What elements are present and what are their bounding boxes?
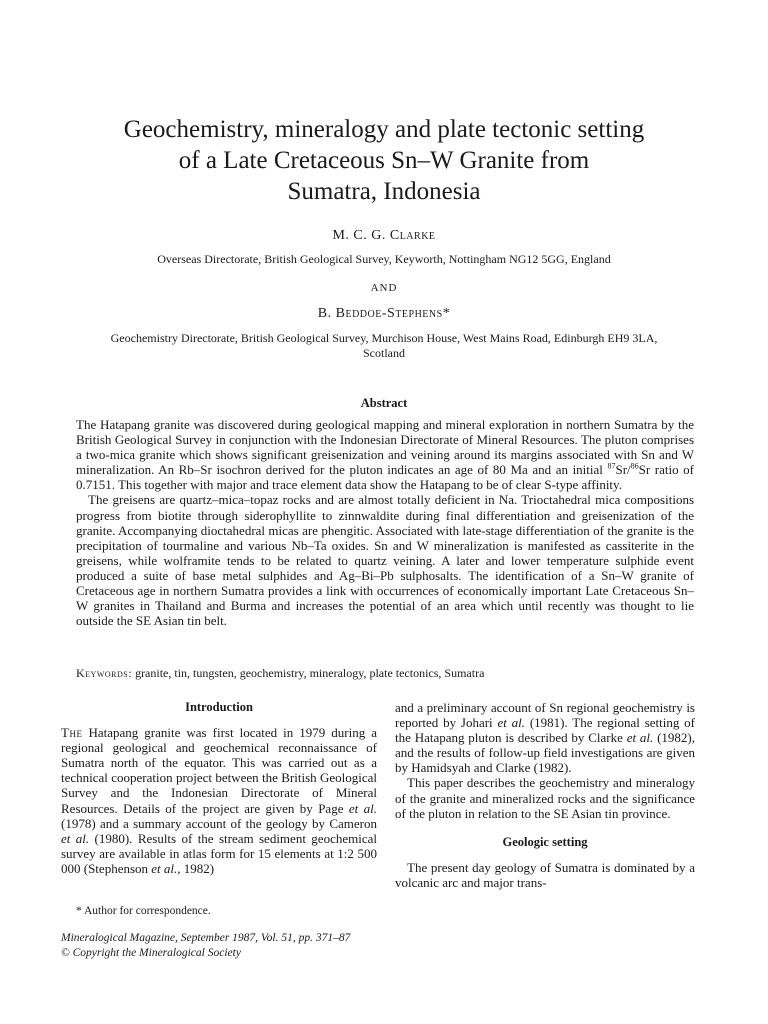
title-line-3: Sumatra, Indonesia: [287, 178, 481, 205]
introduction-paragraph-2: This paper describes the geochemistry and mineralogy of the granite and mineralized rocks and the significance of the pluton in relation to the SE Asian tin province.: [395, 775, 695, 821]
et-al-1: et al.: [348, 800, 377, 816]
right-column: [395, 700, 695, 890]
abstract-p1-text-b: Sr/: [615, 462, 631, 478]
abstract-p1-text-c: Sr ratio of 0.7151. This together with major and trace element data show the Hatapang to be of clear S-type affinity.: [76, 462, 694, 493]
author-2-affiliation: [60, 331, 708, 361]
keywords-line: [76, 666, 694, 681]
and-separator: AND: [370, 282, 398, 294]
introduction-paragraph-1-continued: [395, 700, 695, 775]
intro-text-d: , 1982): [177, 860, 215, 876]
footnote: * Author for correspondence.: [76, 905, 211, 917]
et-al-5: et al.: [626, 730, 654, 746]
geologic-setting-heading: Geologic setting: [502, 834, 588, 849]
intro-text-c: (1980). Results of the stream sediment geochemical survey are available in atlas form for 15 elements at 1:2 500 000 (Stephenson: [61, 830, 377, 876]
et-al-4: et al.: [497, 715, 526, 731]
et-al-3: et al.: [151, 860, 178, 876]
intro-text-a: Hatapang granite was first located in 1979 during a regional geological and geochemical reconnaissance of Sumatra north of the equator. This was carried out as a technical cooperation project between the British Geological Survey and the Indonesian Directorate of Mineral Resources. Details of the project are given by Page: [61, 725, 377, 816]
abstract-paragraph-1: [76, 417, 694, 492]
author-1-name: M. C. G. Clarke: [332, 228, 436, 243]
geologic-setting-paragraph-1: The present day geology of Sumatra is dominated by a volcanic arc and major trans-: [395, 859, 695, 890]
keywords-label: Keywords:: [76, 666, 133, 680]
paper-title: [60, 114, 708, 207]
intro-dropcap: The: [61, 725, 83, 741]
intro-cont-text-a: and a preliminary account of Sn regional geochemistry is reported by Johari: [395, 700, 695, 731]
intro-text-b: (1978) and a summary account of the geology by Cameron: [61, 815, 377, 831]
isotope-superscript-86: 86: [630, 461, 639, 471]
author-2-name: B. Beddoe-Stephens*: [317, 306, 451, 321]
intro-cont-text-b: (1981). The regional setting of the Hatapang pluton is described by Clarke: [395, 715, 695, 746]
introduction-paragraph-1: [61, 725, 377, 876]
left-column: [61, 700, 377, 876]
introduction-heading: Introduction: [185, 700, 253, 714]
intro-cont-text-c: (1982), and the results of follow-up field investigations are given by Hamidsyah and Clarke (1982).: [395, 730, 695, 776]
abstract-body: [76, 417, 694, 628]
journal-citation: [61, 931, 350, 961]
journal-line-2: © Copyright the Mineralogical Society: [61, 947, 241, 959]
isotope-superscript-87: 87: [607, 461, 616, 471]
et-al-2: et al.: [61, 830, 90, 846]
keywords-text: granite, tin, tungsten, geochemistry, mineralogy, plate tectonics, Sumatra: [132, 666, 485, 680]
author-2-affiliation-line-2: Scotland: [363, 346, 405, 360]
title-line-1: Geochemistry, mineralogy and plate tectonic setting: [123, 116, 645, 143]
author-1-affiliation: Overseas Directorate, British Geological Survey, Keyworth, Nottingham NG12 5GG, England: [157, 252, 611, 266]
author-2-affiliation-line-1: Geochemistry Directorate, British Geological Survey, Murchison House, West Mains Road, Edinburgh EH9 3LA,: [110, 331, 658, 345]
abstract-heading: Abstract: [360, 396, 408, 410]
title-line-2: of a Late Cretaceous Sn–W Granite from: [178, 147, 590, 174]
abstract-paragraph-2: The greisens are quartz–mica–topaz rocks and are almost totally deficient in Na. Trioctahedral mica compositions progress from biotite through siderophyllite to zinnwaldite during final differentiation and greisenization of the granite. Accompanying dioctahedral micas are phengitic. Associated with late-stage differentiation of the granite is the precipitation of tourmaline and various Nb–Ta oxides. Sn and W mineralization is manifested as cassiterite in the greisens, while wolframite tends to be related to quartz veining. A later and lower temperature sulphide event produced a suite of base metal sulphides and Ag–Bi–Pb sulphosalts. The identification of a Sn–W granite of Cretaceous age in northern Sumatra provides a link with occurrences of economically important Late Cretaceous Sn–W granites in Thailand and Burma and increases the potential of an area which until recently was thought to lie outside the SE Asian tin belt.: [76, 492, 694, 629]
journal-line-1: Mineralogical Magazine, September 1987, Vol. 51, pp. 371–87: [61, 932, 351, 944]
abstract-p1-text-a: The Hatapang granite was discovered during geological mapping and mineral exploration in northern Sumatra by the British Geological Survey in conjunction with the Indonesian Directorate of Mineral Resources. The pluton comprises a two-mica granite which shows significant greisenization and veining around its margins associated with Sn and W mineralization. An Rb–Sr isochron derived for the pluton indicates an age of 80 Ma and an initial: [76, 417, 694, 478]
